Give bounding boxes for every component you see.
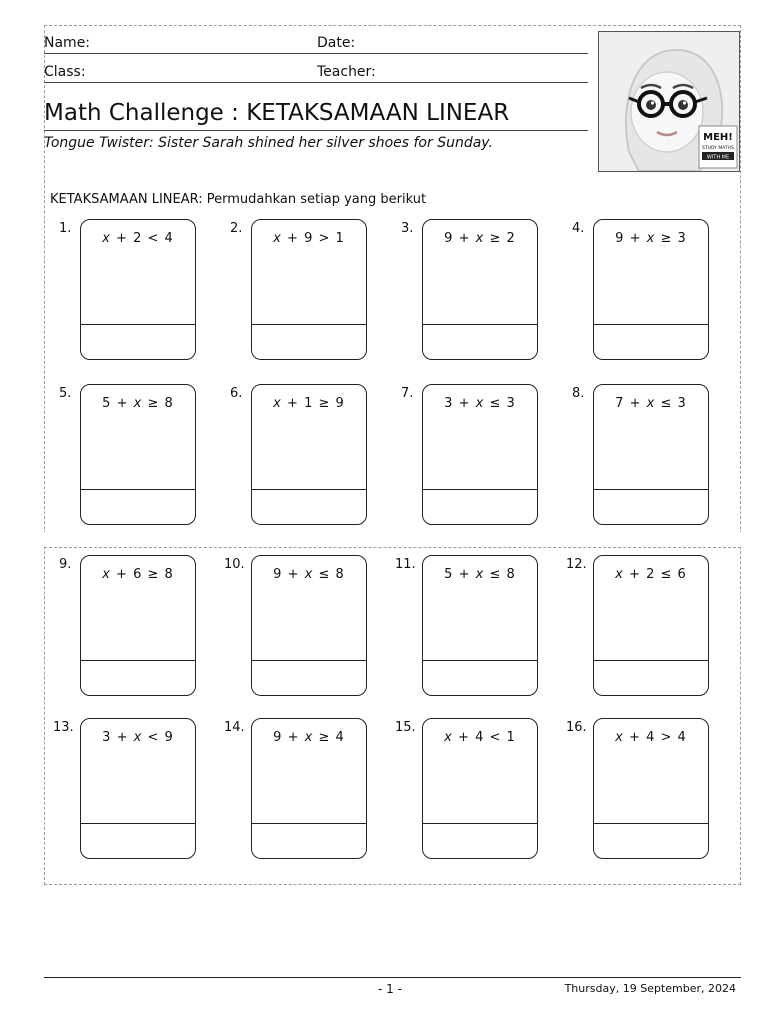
answer-divider [252,660,366,661]
problem-card [593,718,709,859]
instruction-topic: KETAKSAMAAN LINEAR: [50,192,203,207]
inequality-expression: 9 + x ≤ 8 [273,567,345,582]
class-label: Class: [44,64,86,80]
inequality-expression: 9 + x ≥ 2 [444,231,516,246]
problem-number: 8. [572,386,585,401]
avatar-illustration-icon [599,32,739,171]
answer-box[interactable] [423,491,537,524]
page-title: Math Challenge : KETAKSAMAAN LINEAR [44,96,588,131]
inequality-expression: 3 + x ≤ 3 [444,396,516,411]
answer-divider [252,823,366,824]
working-area[interactable] [252,417,366,487]
instruction [50,192,426,207]
answer-box[interactable] [594,662,708,695]
problem-card [80,718,196,859]
answer-box[interactable] [252,662,366,695]
answer-box[interactable] [81,825,195,858]
problem-card [422,718,538,859]
inequality-expression: 9 + x ≥ 3 [615,231,687,246]
problem-number: 16. [566,720,587,735]
problem-card [422,555,538,696]
problem-number: 14. [224,720,245,735]
working-area[interactable] [81,252,195,322]
logo-line2: STUDY MATHS [702,146,734,151]
problem-card [80,555,196,696]
answer-box[interactable] [252,491,366,524]
logo-line3: WITH ME [706,154,730,161]
answer-box[interactable] [594,825,708,858]
answer-box[interactable] [423,326,537,359]
problem-card [593,555,709,696]
working-area[interactable] [594,588,708,658]
answer-divider [423,823,537,824]
instruction-text: Permudahkan setiap yang berikut [206,192,427,207]
answer-divider [81,324,195,325]
inequality-expression: x + 2 ≤ 6 [615,567,687,582]
working-area[interactable] [81,751,195,821]
problem-card [251,219,367,360]
inequality-expression: x + 6 ≥ 8 [102,567,174,582]
answer-divider [252,324,366,325]
problem-number: 15. [395,720,416,735]
logo-line1: MEH! [703,132,733,143]
section-gap [30,532,750,548]
name-label: Name: [44,35,91,51]
problem-card [251,718,367,859]
answer-divider [594,489,708,490]
problem-number: 6. [230,386,243,401]
answer-divider [81,823,195,824]
inequality-expression: x + 4 > 4 [615,730,687,745]
problem-number: 12. [566,557,587,572]
answer-divider [423,660,537,661]
answer-box[interactable] [252,326,366,359]
inequality-expression: x + 9 > 1 [273,231,345,246]
problem-card [422,384,538,525]
inequality-expression: 5 + x ≤ 8 [444,567,516,582]
inequality-expression: 5 + x ≥ 8 [102,396,174,411]
working-area[interactable] [594,252,708,322]
answer-divider [423,489,537,490]
page-number: - 1 - [378,982,402,996]
problem-card [251,555,367,696]
problem-card [593,384,709,525]
answer-box[interactable] [594,326,708,359]
working-area[interactable] [594,417,708,487]
answer-divider [81,660,195,661]
footer-divider [44,977,741,978]
tongue-twister: Tongue Twister: Sister Sarah shined her silver shoes for Sunday. [44,135,493,151]
inequality-expression: x + 4 < 1 [444,730,516,745]
inequality-expression: 3 + x < 9 [102,730,174,745]
working-area[interactable] [252,252,366,322]
header-row-class-teacher [44,60,588,83]
working-area[interactable] [423,751,537,821]
problem-card [80,384,196,525]
answer-box[interactable] [423,662,537,695]
inequality-expression: 7 + x ≤ 3 [615,396,687,411]
problem-card [251,384,367,525]
problem-card [593,219,709,360]
teacher-label: Teacher: [317,64,376,80]
date-label: Date: [317,35,356,51]
header-row-name-date [44,31,588,54]
problem-number: 5. [59,386,72,401]
problem-card [80,219,196,360]
problem-number: 4. [572,221,585,236]
answer-divider [423,324,537,325]
answer-box[interactable] [423,825,537,858]
answer-box[interactable] [81,491,195,524]
working-area[interactable] [81,417,195,487]
working-area[interactable] [423,417,537,487]
working-area[interactable] [594,751,708,821]
problem-number: 11. [395,557,416,572]
answer-divider [81,489,195,490]
answer-box[interactable] [81,326,195,359]
working-area[interactable] [81,588,195,658]
section-gap-border [44,547,741,548]
answer-divider [594,823,708,824]
answer-box[interactable] [252,825,366,858]
inequality-expression: x + 1 ≥ 9 [273,396,345,411]
problem-number: 10. [224,557,245,572]
problem-number: 7. [401,386,414,401]
working-area[interactable] [252,588,366,658]
problem-number: 2. [230,221,243,236]
answer-box[interactable] [594,491,708,524]
answer-divider [252,489,366,490]
answer-divider [594,324,708,325]
working-area[interactable] [252,751,366,821]
problem-number: 1. [59,221,72,236]
working-area[interactable] [423,252,537,322]
problem-number: 3. [401,221,414,236]
answer-divider [594,660,708,661]
working-area[interactable] [423,588,537,658]
footer-date: Thursday, 19 September, 2024 [564,982,736,995]
avatar-logo [598,31,740,172]
problem-number: 13. [53,720,74,735]
inequality-expression: 9 + x ≥ 4 [273,730,345,745]
inequality-expression: x + 2 < 4 [102,231,174,246]
answer-box[interactable] [81,662,195,695]
problem-card [422,219,538,360]
problem-number: 9. [59,557,72,572]
